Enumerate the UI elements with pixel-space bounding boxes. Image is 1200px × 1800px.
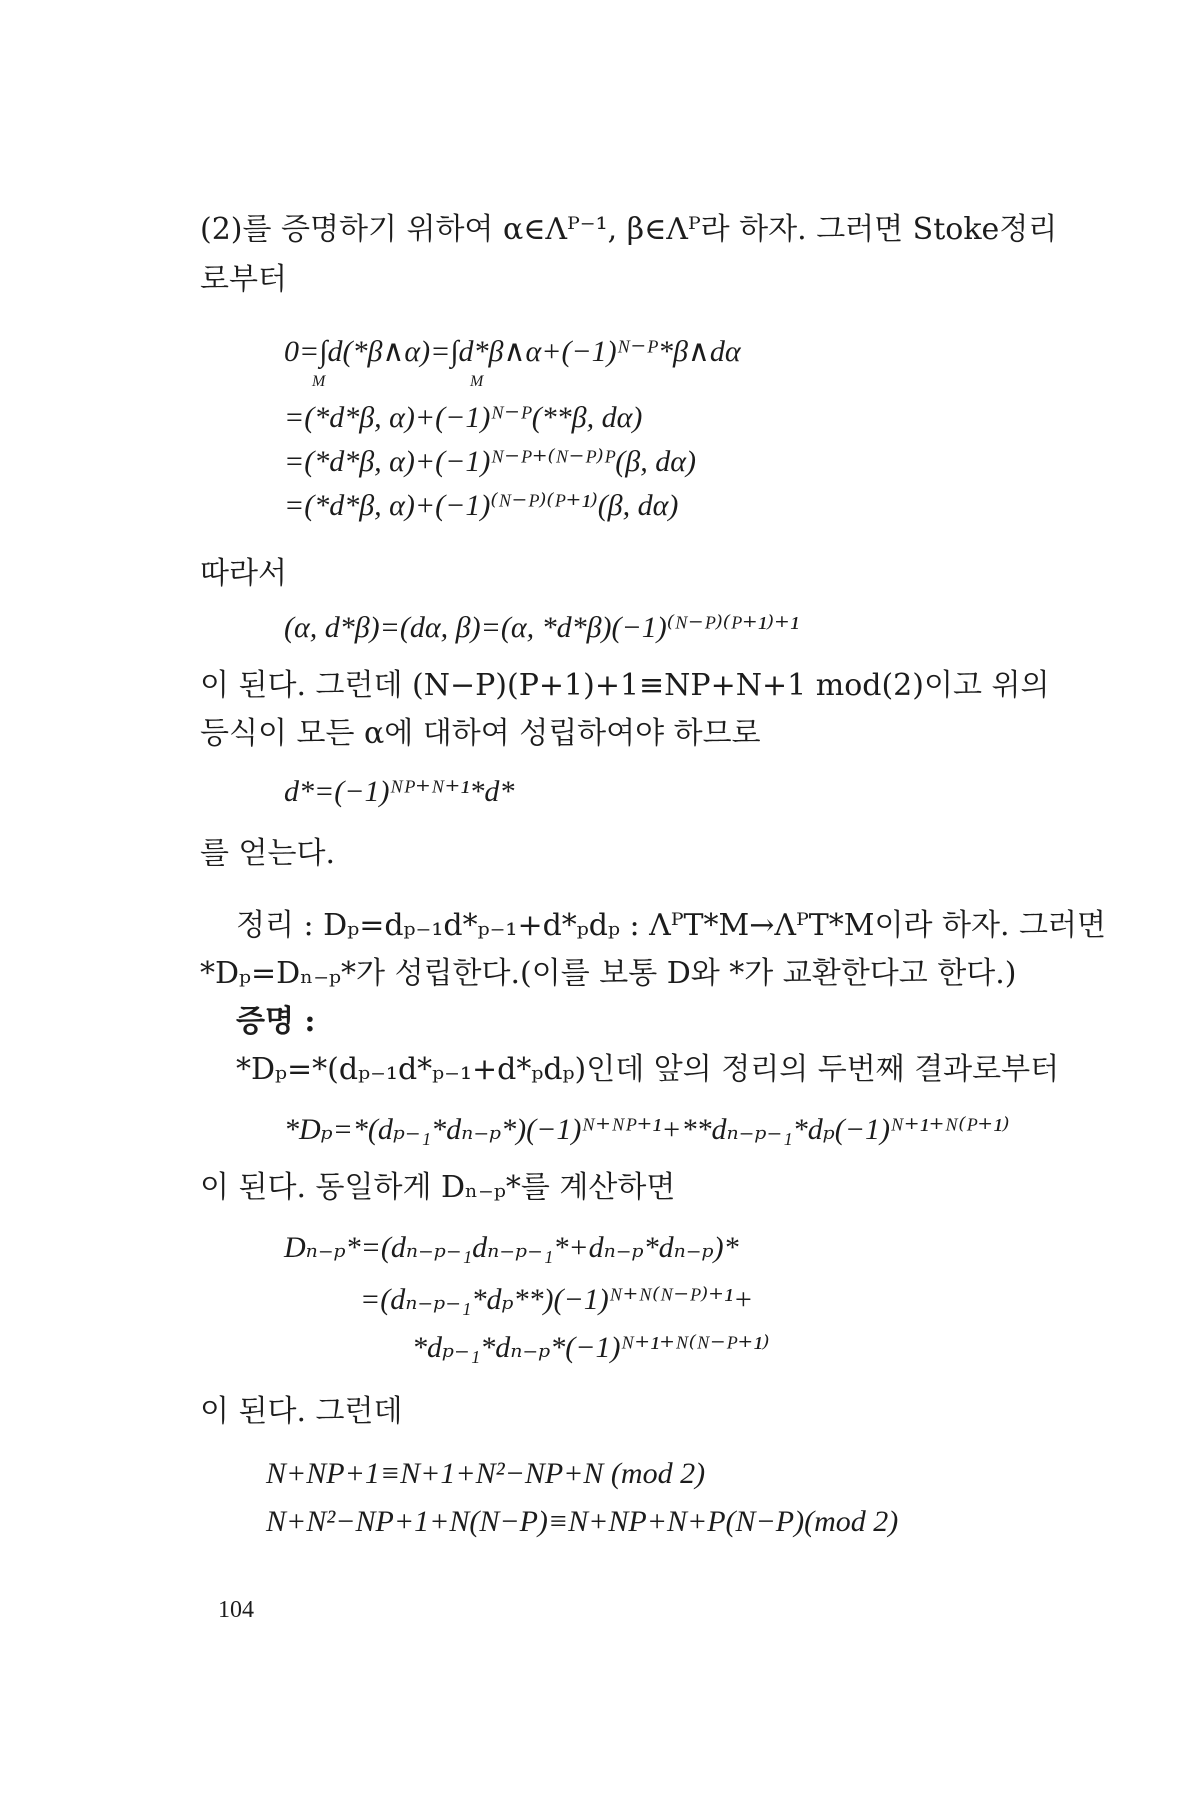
text-line-mod: 이 된다. 그런데 (N−P)(P+1)+1≡NP+N+1 mod(2)이고 위의 xyxy=(200,668,1050,703)
page-number: 104 xyxy=(218,1597,254,1623)
equation-D-star-1: Dₙ₋ₚ*=(dₙ₋ₚ₋₁dₙ₋ₚ₋₁*+dₙ₋ₚ*dₙ₋ₚ)* xyxy=(284,1231,739,1264)
equation-D-star-3: *dₚ₋₁*dₙ₋ₚ*(−1)ᴺ⁺¹⁺ᴺ⁽ᴺ⁻ᴾ⁺¹⁾ xyxy=(412,1331,770,1364)
equation-stokes-3: =(*d*β, α)+(−1)ᴺ⁻ᴾ⁺⁽ᴺ⁻ᴾ⁾ᴾ(β, dα) xyxy=(284,445,696,478)
integral-subscript-1: M xyxy=(312,373,326,390)
integral-subscript-2: M xyxy=(470,373,484,390)
equation-mod-2: N+N²−NP+1+N(N−P)≡N+NP+N+P(N−P)(mod 2) xyxy=(266,1505,899,1538)
theorem-statement: 정리 : Dₚ=dₚ₋₁d*ₚ₋₁+d*ₚdₚ : ΛᴾT*M→ΛᴾT*M이라 하자. 그러면 xyxy=(236,908,1106,943)
proof-heading: 증명 : xyxy=(236,1004,316,1039)
equation-stokes-4: =(*d*β, α)+(−1)⁽ᴺ⁻ᴾ⁾⁽ᴾ⁺¹⁾(β, dα) xyxy=(284,489,679,522)
equation-star-D: *Dₚ=*(dₚ₋₁*dₙ₋ₚ*)(−1)ᴺ⁺ᴺᴾ⁺¹+**dₙ₋ₚ₋₁*dₚ(−1)ᴺ⁺¹⁺ᴺ⁽ᴾ⁺¹⁾ xyxy=(284,1113,1010,1146)
proof-line-1: *Dₚ=*(dₚ₋₁d*ₚ₋₁+d*ₚdₚ)인데 앞의 정리의 두번째 결과로부터 xyxy=(236,1052,1060,1087)
text-line-from: 로부터 xyxy=(200,262,287,297)
equation-stokes-2: =(*d*β, α)+(−1)ᴺ⁻ᴾ(**β, dα) xyxy=(284,401,643,434)
text-line-intro: (2)를 증명하기 위하여 α∈Λᴾ⁻¹, β∈Λᴾ라 하자. 그러면 Stoke정리 xyxy=(200,212,1058,247)
text-line-obtain: 를 얻는다. xyxy=(200,836,335,871)
text-line-however: 이 된다. 그런데 xyxy=(200,1394,403,1429)
text-line-compute: 이 된다. 동일하게 Dₙ₋ₚ*를 계산하면 xyxy=(200,1170,676,1205)
equation-d-star: d*=(−1)ᴺᴾ⁺ᴺ⁺¹*d* xyxy=(284,775,515,808)
theorem-commute: *Dₚ=Dₙ₋ₚ*가 성립한다.(이를 보통 D와 *가 교환한다고 한다.) xyxy=(200,956,1017,991)
equation-adjoint: (α, d*β)=(dα, β)=(α, *d*β)(−1)⁽ᴺ⁻ᴾ⁾⁽ᴾ⁺¹⁾⁺¹ xyxy=(284,611,799,644)
equation-D-star-2: =(dₙ₋ₚ₋₁*dₚ**)(−1)ᴺ⁺ᴺ⁽ᴺ⁻ᴾ⁾⁺¹+ xyxy=(360,1283,754,1316)
text-line-equality: 등식이 모든 α에 대하여 성립하여야 하므로 xyxy=(200,716,761,751)
text-line-therefore: 따라서 xyxy=(200,556,287,591)
equation-stokes-1: 0=∫d(*β∧α)=∫d*β∧α+(−1)ᴺ⁻ᴾ*β∧dα xyxy=(284,335,741,368)
equation-mod-1: N+NP+1≡N+1+N²−NP+N (mod 2) xyxy=(266,1457,706,1490)
